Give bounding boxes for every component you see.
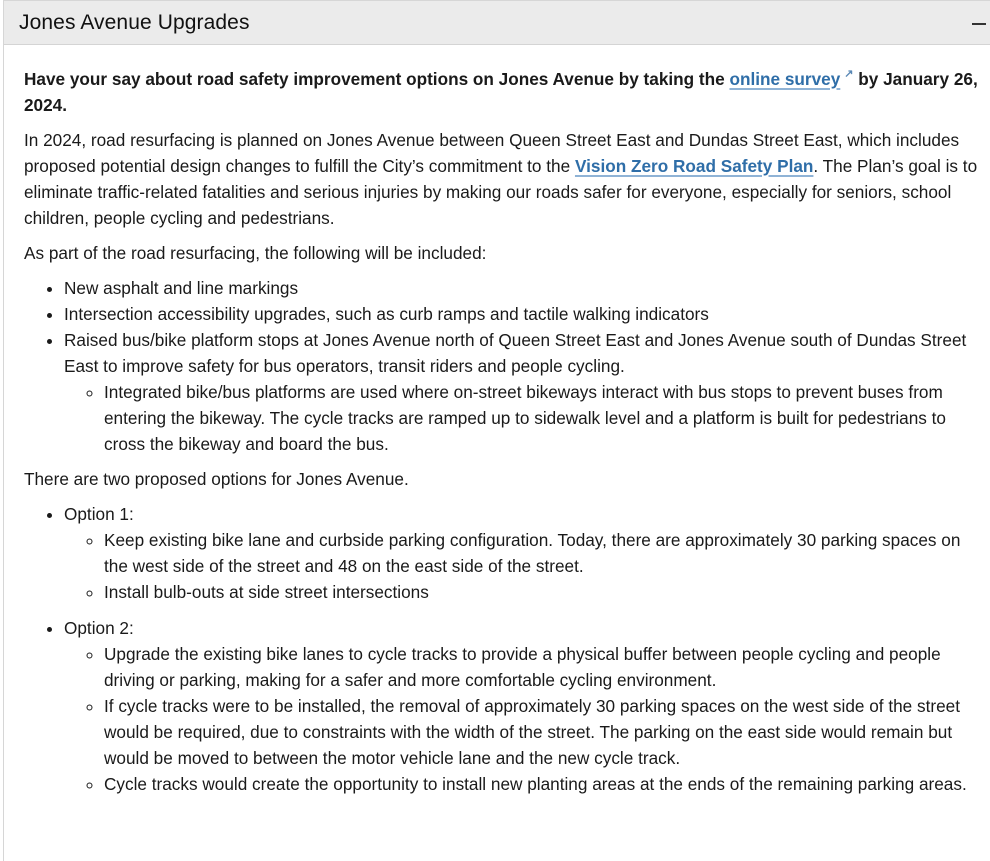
panel-title: Jones Avenue Upgrades (19, 10, 250, 34)
option-1-details (64, 527, 982, 605)
online-survey-link-label: online survey (729, 69, 841, 89)
accordion-panel (3, 0, 990, 861)
external-link-icon: ↗ (844, 68, 854, 80)
paragraph-text: In 2024, road resurfacing is planned on Jones Avenue between Queen Street East and Dundas Street East, which includes proposed potential design changes to fulfill the City’s commitment to the (24, 130, 960, 176)
sub-list-item: ◦ Integrated bike/bus platforms are used where on-street bikeways interact with bus stops to prevent buses from entering the bikeway. The cycle tracks are ramped up to sidewalk level and a platform is built for pedestrians to cross the bikeway and board the bus. (104, 379, 982, 457)
intro-text-after: by January 26, 2024. (24, 69, 978, 115)
included-list (24, 275, 982, 457)
list-item: • New asphalt and line markings (64, 275, 982, 301)
resurfacing-paragraph (24, 127, 982, 231)
option-2-details (64, 641, 982, 797)
vision-zero-link[interactable]: Vision Zero Road Safety Plan (574, 156, 814, 176)
accordion-header[interactable] (4, 1, 990, 45)
survey-intro (24, 66, 982, 118)
sub-list-item: ◦ Cycle tracks would create the opportunity to install new planting areas at the ends of the remaining parking areas. (104, 771, 982, 797)
option-1 (64, 501, 982, 605)
list-item-text: Raised bus/bike platform stops at Jones Avenue north of Queen Street East and Jones Avenue south of Dundas Street East to improve safety for bus operators, transit riders and people cycling. (64, 330, 967, 376)
options-intro: There are two proposed options for Jones Avenue. (24, 469, 409, 489)
options-list (24, 501, 982, 797)
option-label: Option 2: (64, 618, 134, 638)
sub-list-item: ◦ Keep existing bike lane and curbside parking configuration. Today, there are approximately 30 parking spaces on the west side of the street and 48 on the east side of the street. (104, 527, 982, 579)
online-survey-link[interactable] (729, 69, 853, 89)
option-label: Option 1: (64, 504, 134, 524)
sub-list (64, 379, 982, 457)
list-item (64, 327, 982, 457)
intro-text: Have your say about road safety improvement options on Jones Avenue by taking the (24, 69, 730, 89)
paragraph-text-after: . The Plan’s goal is to eliminate traffic-related fatalities and serious injuries by making our roads safer for everyone, especially for seniors, school children, people cycling and pedestrians. (24, 156, 978, 228)
included-intro: As part of the road resurfacing, the following will be included: (24, 243, 487, 263)
minus-icon[interactable] (972, 23, 986, 25)
sub-list-item: ◦ Upgrade the existing bike lanes to cycle tracks to provide a physical buffer between people cycling and people driving or parking, making for a safer and more comfortable cycling environment. (104, 641, 982, 693)
sub-list-item: ◦ If cycle tracks were to be installed, the removal of approximately 30 parking spaces on the west side of the street would be required, due to constraints with the width of the street. The parking on the east side would remain but would be moved to between the motor vehicle lane and the new cycle track. (104, 693, 982, 771)
panel-body (4, 45, 990, 797)
option-2 (64, 615, 982, 797)
sub-list-item: ◦ Install bulb-outs at side street intersections (104, 579, 982, 605)
list-item: • Intersection accessibility upgrades, such as curb ramps and tactile walking indicators (64, 301, 982, 327)
